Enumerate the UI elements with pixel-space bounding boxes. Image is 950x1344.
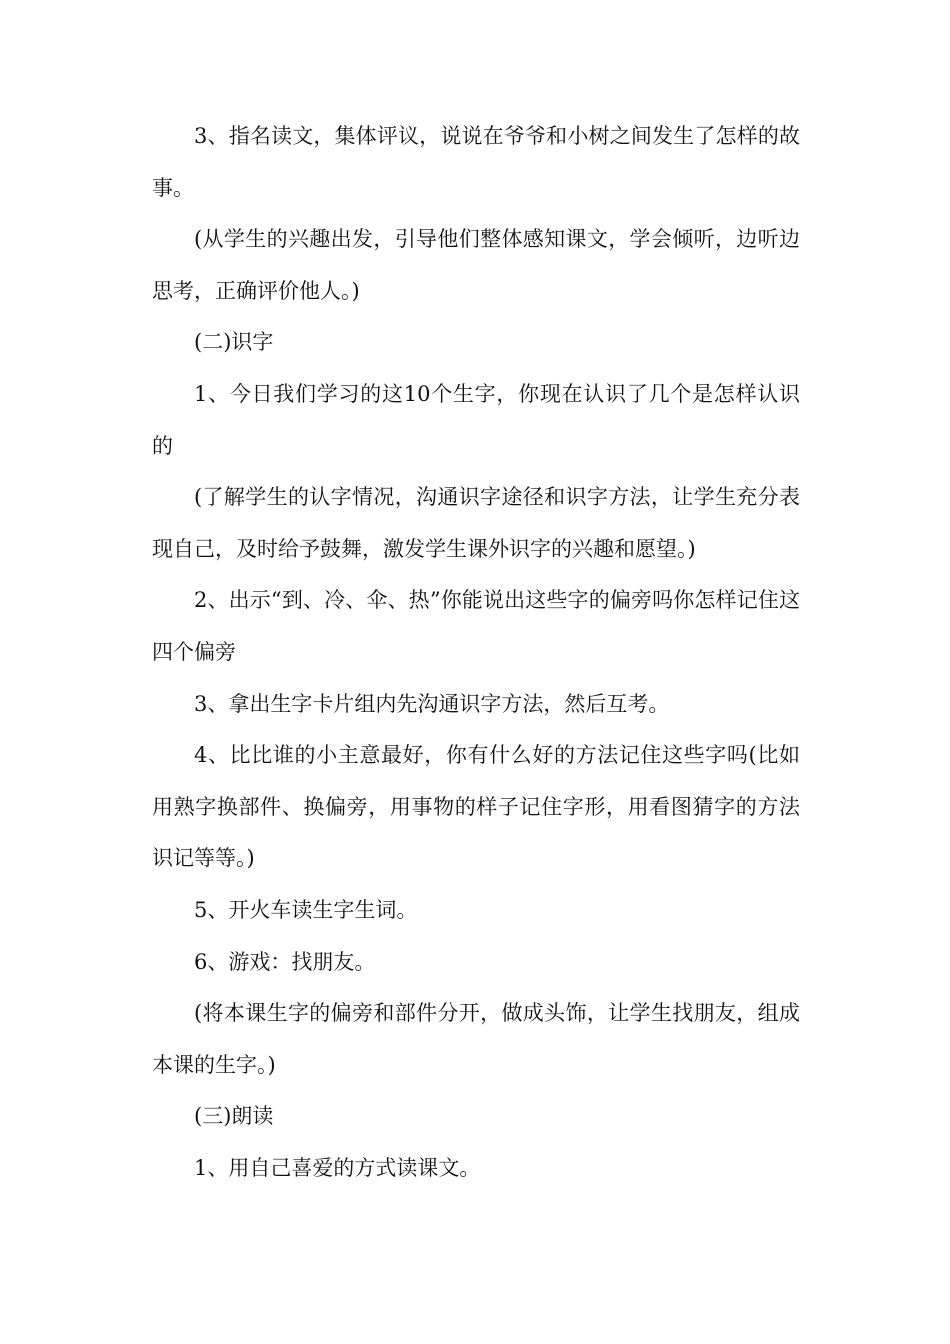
paragraph: 3、指名读文，集体评议，说说在爷爷和小树之间发生了怎样的故事。 [152,124,800,200]
section-heading: (三)朗读 [194,1104,274,1129]
paragraph: 1、今日我们学习的这10个生字，你现在认识了几个是怎样认识的 [152,381,800,458]
paragraph: (了解学生的认字情况，沟通识字途径和识字方法，让学生充分表现自己，及时给予鼓舞，激发学生课外识字的兴趣和愿望。) [152,485,800,561]
paragraph: (从学生的兴趣出发，引导他们整体感知课文，学会倾听，边听边思考，正确评价他人。) [152,227,800,303]
section-heading: (二)识字 [194,330,274,355]
paragraph: 5、开火车读生字生词。 [194,897,418,922]
paragraph: (将本课生字的偏旁和部件分开，做成头饰，让学生找朋友，组成本课的生字。) [152,1001,800,1077]
paragraph: 2、出示“到、冷、伞、热”你能说出这些字的偏旁吗你怎样记住这四个偏旁 [152,588,800,664]
paragraph: 6、游戏：找朋友。 [194,949,376,974]
document-body [152,111,800,1194]
paragraph: 4、比比谁的小主意最好，你有什么好的方法记住这些字吗(比如用熟字换部件、换偏旁，用事物的样子记住字形，用看图猜字的方法识记等等。) [152,743,800,871]
paragraph: 3、拿出生字卡片组内先沟通识字方法，然后互考。 [194,691,670,716]
paragraph: 1、用自己喜爱的方式读课文。 [194,1155,481,1180]
